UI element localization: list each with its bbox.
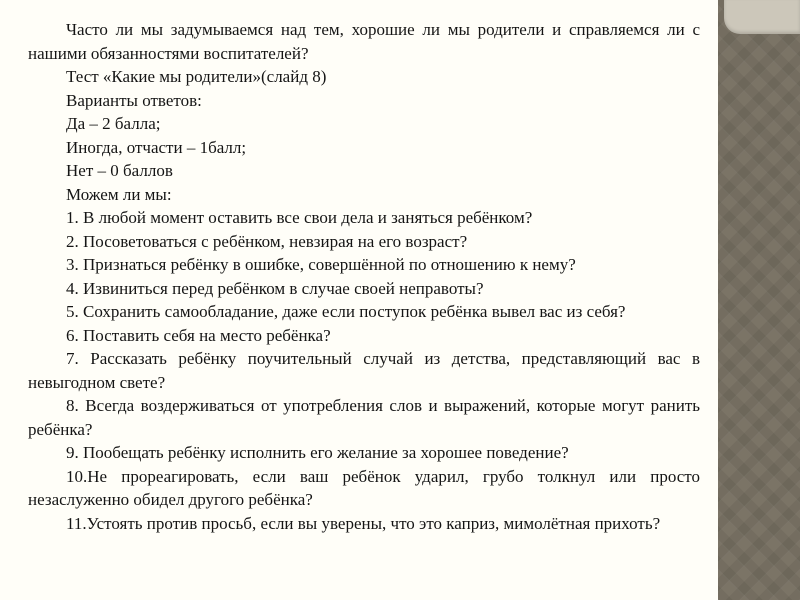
paragraph: 6. Поставить себя на место ребёнка? (66, 325, 331, 345)
paragraph: 8. Всегда воздерживаться от употребления слов и выражений, которые могут ранить ребёнка? (28, 396, 700, 439)
paragraph: Да – 2 балла; (66, 114, 161, 133)
paragraph: Тест «Какие мы родители»(слайд 8) (66, 67, 327, 86)
paragraph: 11.Устоять против просьб, если вы уверены, что это каприз, мимолётная прихоть? (66, 513, 661, 533)
diamond-pattern-sidebar (718, 0, 800, 600)
paragraph: Нет – 0 баллов (66, 161, 173, 180)
paragraph: Часто ли мы задумываемся над тем, хорошие ли мы родители и справляемся ли с нашими обязанностями воспитателей? (28, 20, 700, 63)
paragraph: 5. Сохранить самообладание, даже если поступок ребёнка вывел вас из себя? (66, 302, 626, 321)
paragraph: Варианты ответов: (66, 90, 202, 110)
paragraph: Можем ли мы: (66, 184, 172, 204)
rounded-corner-accent (724, 0, 800, 34)
paragraph: Иногда, отчасти – 1балл; (66, 137, 247, 157)
paragraph: 3. Признаться ребёнку в ошибке, совершённой по отношению к нему? (66, 255, 576, 274)
paragraph: 1. В любой момент оставить все свои дела и заняться ребёнком? (66, 208, 533, 227)
text-block (0, 18, 718, 535)
paragraph: 9. Пообещать ребёнку исполнить его желание за хорошее поведение? (66, 443, 569, 462)
paragraph: 10.Не прореагировать, если ваш ребёнок ударил, грубо толкнул или просто незаслуженно обидел другого ребёнка? (28, 466, 700, 509)
paragraph: 4. Извиниться перед ребёнком в случае своей неправоты? (66, 278, 484, 298)
paragraph: 7. Рассказать ребёнку поучительный случай из детства, представляющий вас в невыгодном свете? (28, 349, 700, 392)
paragraph: 2. Посоветоваться с ребёнком, невзирая на его возраст? (66, 231, 468, 251)
